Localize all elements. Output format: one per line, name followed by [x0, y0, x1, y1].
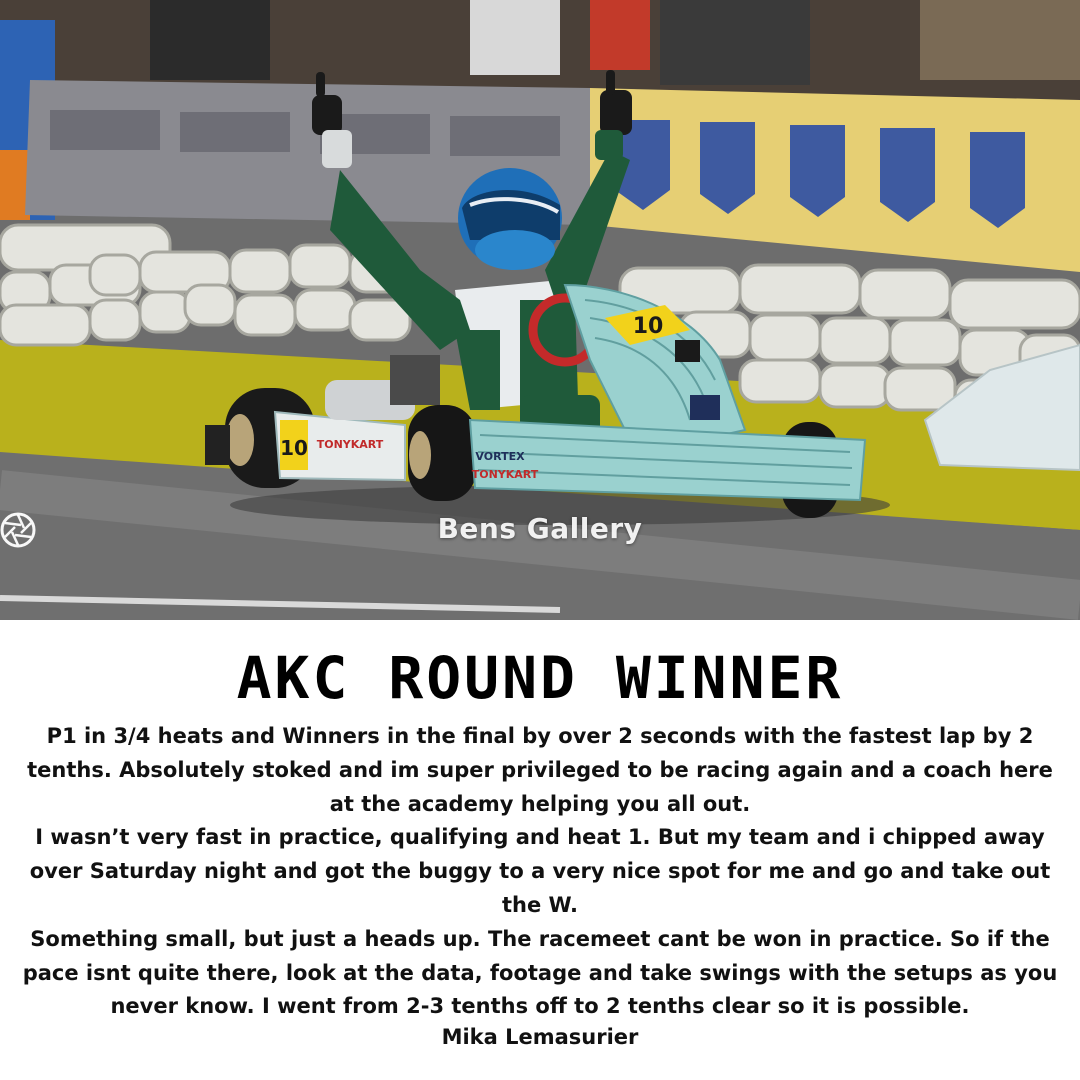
svg-text:TONYKART: TONYKART — [316, 438, 384, 451]
post-body — [12, 720, 1068, 1024]
svg-text:10: 10 — [632, 314, 664, 339]
paragraph-advice: Something small, but just a heads up. The racemeet cant be won in practice. So if the pace isnt quite there, look at the data, footage and take swings with the setups as you never know. I went from 2-3 tenths off to 2 tenths clear so it is possible. — [22, 926, 1058, 1019]
paragraph-weekend: I wasn’t very fast in practice, qualifying and heat 1. But my team and i chipped away over Saturday night and got the buggy to a very nice spot for me and go and take out the W. — [29, 825, 1051, 917]
author-signature: Mika Lemasurier — [441, 1025, 639, 1049]
watermark-text: Bens Gallery — [437, 512, 643, 545]
headline: AKC ROUND WINNER — [236, 644, 844, 712]
paragraph-results: P1 in 3/4 heats and Winners in the final by over 2 seconds with the fastest lap by 2 tenths. Absolutely stoked and im super privileged to be racing again and a coach here at the academy helping you all out. — [27, 724, 1053, 816]
aperture-icon — [0, 512, 36, 548]
photo-watermark — [0, 512, 1080, 545]
svg-text:10: 10 — [280, 436, 308, 460]
post-caption — [0, 620, 1080, 1080]
svg-text:VORTEX: VORTEX — [475, 450, 525, 463]
svg-text:TONYKART: TONYKART — [471, 468, 539, 481]
